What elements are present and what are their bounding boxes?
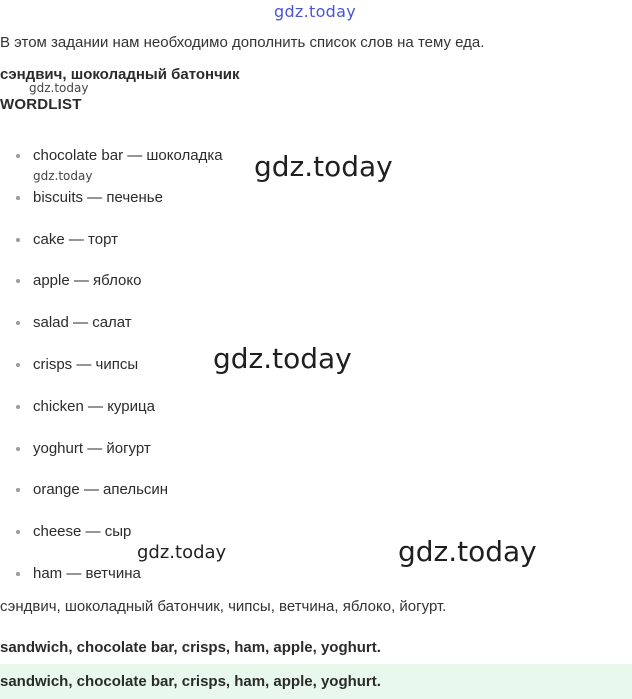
list-item: [0, 435, 223, 477]
list-item-text: chocolate bar — шоколадка: [33, 147, 223, 164]
list-item: [0, 267, 223, 309]
answer-english: sandwich, chocolate bar, crisps, ham, apple, yoghurt.: [0, 639, 381, 656]
answer-highlight-box: [0, 664, 632, 699]
list-item: [0, 393, 223, 435]
list-item-text: salad — салат: [33, 314, 132, 332]
list-item-text: apple — яблоко: [33, 272, 142, 290]
watermark: gdz.today: [398, 535, 537, 568]
list-item-text: chicken — курица: [33, 397, 155, 415]
list-item: [0, 351, 223, 393]
bullet-icon: [16, 154, 20, 158]
list-item-text: orange — апельсин: [33, 481, 169, 499]
list-item: [0, 476, 223, 518]
list-item-text: crisps — чипсы: [33, 355, 139, 373]
list-item-text: ham — ветчина: [33, 564, 141, 582]
list-item: [0, 560, 223, 602]
bullet-icon: [16, 488, 20, 492]
watermark: gdz.today: [29, 81, 89, 95]
bullet-icon: [16, 405, 20, 409]
list-item-text: yoghurt — йогурт: [33, 439, 151, 457]
watermark: gdz.today: [254, 150, 393, 183]
given-words: сэндвич, шоколадный батончик: [0, 66, 240, 83]
list-item-text: cake — торт: [33, 230, 118, 248]
watermark: gdz.today: [33, 169, 93, 183]
watermark: gdz.today: [137, 542, 227, 563]
list-item: [0, 309, 223, 351]
list-item: [0, 226, 223, 268]
list-item-text: cheese — сыр: [33, 523, 132, 541]
wordlist-heading: WORDLIST: [0, 96, 82, 113]
word-list: [0, 142, 223, 602]
bullet-icon: [16, 196, 20, 200]
watermark: gdz.today: [213, 342, 352, 375]
bullet-icon: [16, 447, 20, 451]
bullet-icon: [16, 363, 20, 367]
bullet-icon: [16, 238, 20, 242]
task-intro: В этом задании нам необходимо дополнить список слов на тему еда.: [0, 34, 485, 51]
list-item-text: biscuits — печенье: [33, 188, 163, 206]
bullet-icon: [16, 279, 20, 283]
bullet-icon: [16, 572, 20, 576]
answer-highlighted: sandwich, chocolate bar, crisps, ham, apple, yoghurt.: [0, 673, 381, 690]
list-item: [0, 184, 223, 226]
bullet-icon: [16, 321, 20, 325]
answer-russian: сэндвич, шоколадный батончик, чипсы, ветчина, яблоко, йогурт.: [0, 598, 447, 615]
site-logo[interactable]: gdz.today: [274, 2, 356, 21]
bullet-icon: [16, 530, 20, 534]
